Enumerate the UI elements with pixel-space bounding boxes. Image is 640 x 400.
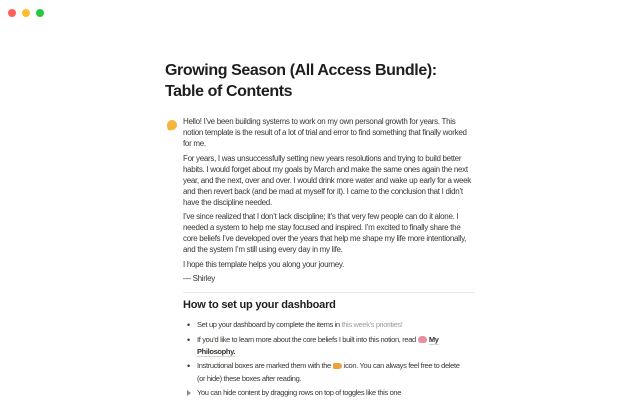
list-item-text-part: Set up your dashboard by complete the items in (197, 319, 342, 329)
list-item (187, 360, 469, 385)
list-item (187, 334, 469, 359)
bullet-icon (187, 319, 197, 333)
toggle-text: You can hide content by dragging rows on top of toggles like this one (197, 387, 402, 397)
window-titlebar (0, 0, 640, 28)
brain-emoji-icon (418, 336, 427, 343)
divider (183, 292, 474, 293)
intro-paragraph: Hello! I’ve been building systems to work on my own personal growth for years. This notion template is the result of a lot of trial and error to find something that finally worked for me. (183, 117, 467, 148)
page-title-line-1: Growing Season (All Access Bundle): (165, 62, 437, 79)
close-window-button[interactable] (8, 9, 16, 17)
list-item-text (197, 360, 469, 385)
callout-body (183, 116, 475, 288)
bullet-icon (187, 334, 197, 348)
list-item-text (197, 319, 469, 332)
intro-callout (165, 116, 475, 288)
zoom-window-button[interactable] (36, 9, 44, 17)
list-item-text (197, 334, 469, 359)
list-item-text-part: If you’d like to learn more about the core beliefs I built into this notion, read (197, 334, 416, 344)
minimize-window-button[interactable] (22, 9, 30, 17)
pointing-right-emoji-icon (333, 363, 342, 369)
priorities-page-link[interactable]: this week’s priorities! (341, 319, 403, 329)
bullet-icon (187, 360, 197, 374)
toggle-marker[interactable] (187, 387, 197, 396)
list-item-text-part: icon. You can always feel free to delete (or hide) these boxes after reading. (197, 361, 460, 383)
section-heading: How to set up your dashboard (183, 298, 336, 311)
intro-paragraph: I’ve since realized that I don’t lack discipline; it’s that very few people can do it alone. I needed a system to help me stay focused and inspired. I’m excited to finally share the core beliefs I’ve developed over the years that help me shape my life more intentionally, and the system I’m still using every day in my life. (183, 212, 467, 254)
intro-paragraph: For years, I was unsuccessfully setting new years resolutions and trying to build better habits. I would forget about my goals by March and make the same ones again the next year, and the next, over and over. I would drink more water and wake up early for a week and then revert back (and be mad at myself for it). I came to the conclusion that I didn’t have the discipline needed. (183, 153, 471, 207)
waving-hand-emoji-icon (166, 119, 177, 130)
setup-bullet-list (165, 319, 469, 386)
toggle-triangle-icon (187, 390, 191, 396)
intro-paragraph: I hope this template helps you along your journey. (183, 259, 344, 269)
toggle-block[interactable] (187, 387, 469, 400)
list-item (187, 319, 469, 333)
signature-text: — Shirley (183, 274, 215, 283)
my-philosophy-page-link[interactable]: My Philosophy. (197, 334, 439, 356)
page-title (165, 60, 475, 102)
page-title-line-2: Table of Contents (165, 83, 293, 100)
list-item-text-part: Instructional boxes are marked them with the (197, 361, 331, 370)
callout-icon-column (167, 116, 177, 135)
page-content (165, 60, 475, 399)
